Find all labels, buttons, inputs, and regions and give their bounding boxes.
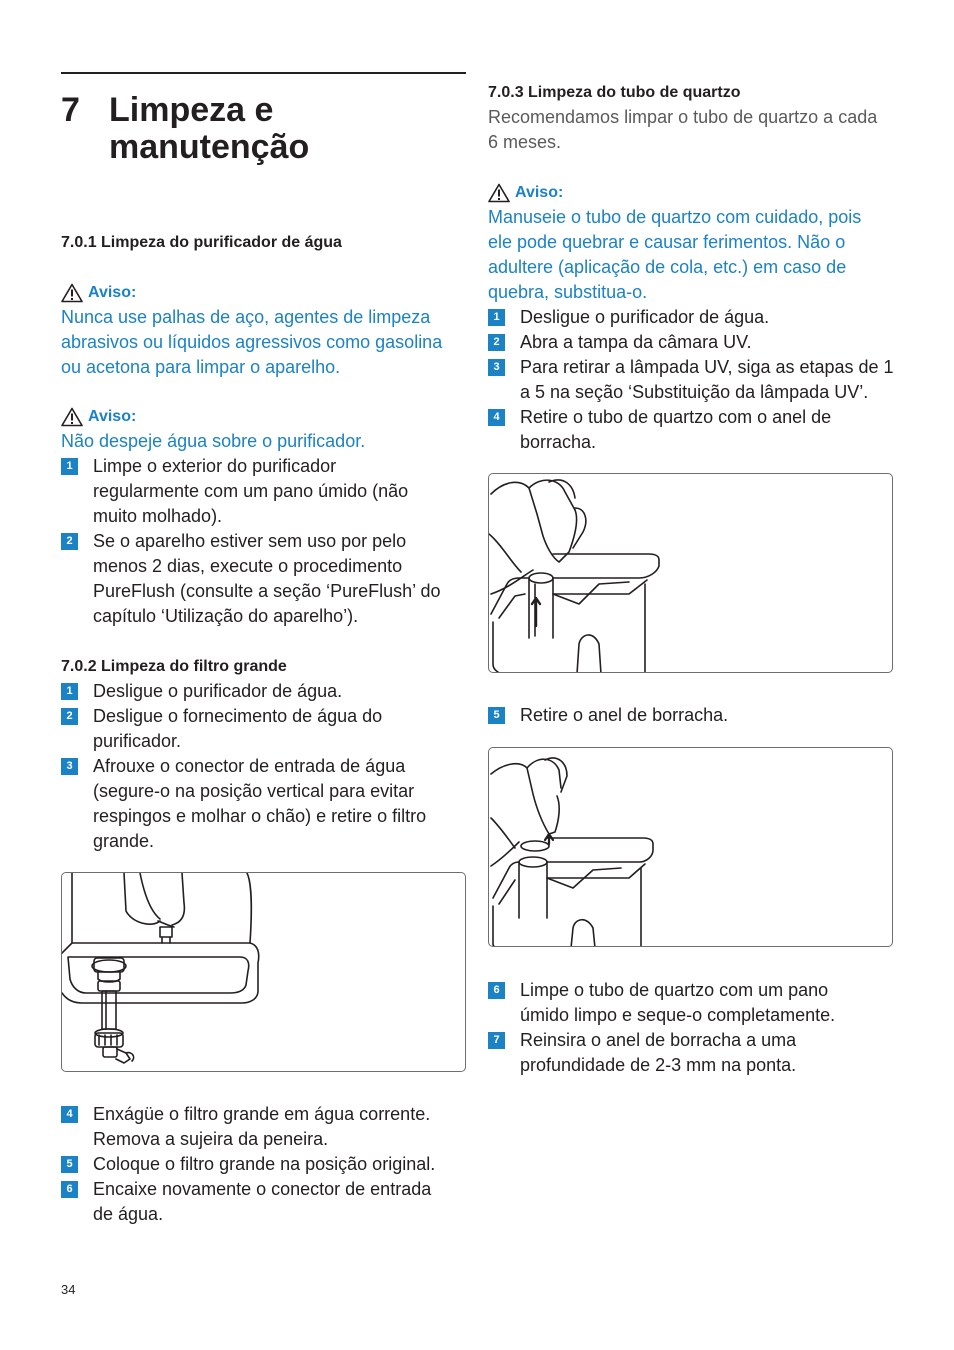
warning-label: Aviso: [488,183,563,203]
warning-text: Não despeje água sobre o purificador. [61,431,366,451]
step-number-badge: 5 [61,1156,78,1173]
step-number-badge: 5 [488,707,505,724]
warning-text: Nunca use palhas de aço, agentes de limpeza abrasivos ou líquidos agressivos como gasolina ou acetona para limpar o aparelho. [61,307,443,377]
step-number-badge: 2 [488,334,505,351]
chapter-title-line: manutenção [109,128,310,166]
filter-removal-illustration [62,873,466,1072]
warning-label: Aviso: [61,407,136,427]
step-number-badge: 7 [488,1032,505,1049]
rubber-ring-removal-illustration [489,748,893,947]
warning-triangle-icon [61,407,83,427]
step-number-badge: 3 [61,758,78,775]
warning-label: Aviso: [61,283,136,303]
step-number-badge: 6 [61,1181,78,1198]
step-number-badge: 2 [61,708,78,725]
section-heading-703: 7.0.3 Limpeza do tubo de quartzo [488,84,741,101]
step-number-badge: 1 [488,309,505,326]
step-number-badge: 6 [488,982,505,999]
warning-triangle-icon [488,183,510,203]
section-intro: Recomendamos limpar o tubo de quartzo a cada 6 meses. [488,107,878,152]
step-number-badge: 1 [61,683,78,700]
quartz-tube-removal-illustration [489,474,893,673]
page-number: 34 [61,1282,76,1297]
step-number-badge: 2 [61,533,78,550]
illustration-rubber-ring-removal [488,747,893,947]
section-heading-702: 7.0.2 Limpeza do filtro grande [61,658,287,675]
warning-text: Manuseie o tubo de quartzo com cuidado, pois ele pode quebrar e causar ferimentos. Não o adultere (aplicação de cola, etc.) em caso de quebra, substitua-o. [488,207,862,302]
step-number-badge: 4 [61,1106,78,1123]
illustration-large-filter [61,872,466,1072]
section-heading-701: 7.0.1 Limpeza do purificador de água [61,234,342,251]
step-number-badge: 1 [61,458,78,475]
chapter-number: 7 [61,91,80,129]
chapter-title-line: Limpeza e [109,91,274,129]
step-number-badge: 4 [488,409,505,426]
illustration-quartz-tube-removal [488,473,893,673]
chapter-rule [61,72,466,74]
step-number-badge: 3 [488,359,505,376]
warning-triangle-icon [61,283,83,303]
